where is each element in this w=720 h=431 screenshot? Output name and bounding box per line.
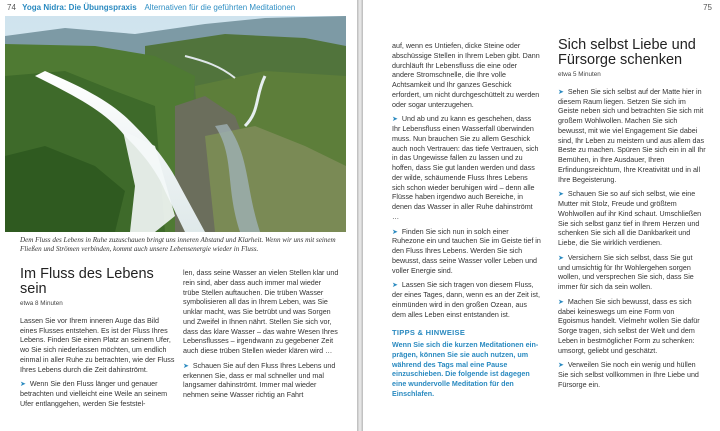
right-col2-text — [558, 88, 706, 391]
paragraph-text: Verweilen Sie noch ein wenig und hüllen Sie sich selbst vollkommen in Ihre Liebe und Fürsorge ein. — [558, 361, 699, 389]
paragraph-text: Sehen Sie sich selbst auf der Matte hier in diesem Raum liegen. Setzen Sie sich im Geiste neben sich und betrachten Sie sich mit großem Wohlwollen. Machen Sie sich bewusst, mit wie viel Engagement Sie dabei sind, Ihr Leben zu meistern und aus allem das Beste zu machen. Spüren Sie sich ein in all Ihr Bemühen, in Ihre Ausdauer, Ihren Erfindungsreichtum, Ihre Kreativität und in all Ihre Begeisterung. — [558, 87, 706, 184]
photo-caption: Dem Fluss des Lebens in Ruhe zuzuschauen bringt uns inneren Abstand und Klarheit. Wenn wir uns mit seinem Fließen und Strömen verbinden, kommt auch unsere Lebensenergie wieder in Fluss. — [20, 236, 336, 254]
left-col1-text — [20, 317, 175, 410]
paragraph — [558, 190, 706, 249]
paragraph-text: Schauen Sie so auf sich selbst, wie eine Mutter mit Stolz, Freude und größtem Wohlwollen auf ihr Kind schaut. Umschließen Sie sich selbst ganz tief in Ihrem Herzen und schenken Sie sich all die Dankbarkeit und Liebe, die Sie wirklich verdienen. — [558, 190, 702, 247]
paragraph — [558, 361, 706, 390]
bullet-arrow-icon: ➤ — [20, 381, 28, 389]
paragraph-text: Schauen Sie auf den Fluss Ihres Lebens und erkennen Sie, dass er mal schneller und mal langsamer dahinströmt. Immer mal wieder nehmen seine Wasser richtig an Fahrt — [183, 361, 336, 399]
paragraph-text: auf, wenn es Untiefen, dicke Steine oder abschüssige Stellen in Ihrem Leben gibt. Dann durchläuft Ihr Lebensfluss die eine oder andere Stromschnelle, die Ihre volle Achtsamkeit und Ihr ganzes Geschick erfordert, um nicht durchgeschüttelt zu werden oder sogar unterzugehen. — [392, 42, 540, 109]
paragraph — [20, 317, 175, 376]
bullet-arrow-icon: ➤ — [558, 298, 566, 306]
paragraph — [392, 281, 541, 320]
right-column-1 — [392, 42, 541, 400]
paragraph — [183, 269, 339, 357]
paragraph — [183, 362, 339, 401]
paragraph-text: len, dass seine Wasser an vielen Stellen klar und rein sind, aber dass auch immer mal wieder trübe Stellen auftauchen. Die trüben Wasser symbolisieren all das in Ihrem Leben, was Sie unklar macht, was Sie betrübt und was Sorgen und Zweifel in Ihnen nährt. Stellen Sie sich vor, dass das klare Wasser – das wahre Wesen Ihres Lebensflusses – irgendwann zu gegebener Zeit auch diese trüben Stellen wieder klären wird … — [183, 269, 339, 355]
left-column-1 — [20, 267, 175, 415]
paragraph-text: Und ab und zu kann es geschehen, dass Ihr Lebensfluss einen Wasserfall überwinden muss. Nun brauchen Sie zu allem Geschick auch noch Vertrauen: das tiefe Vertrauen, sich in das Ungewisse fallen zu lassen und zu hoffen, dass Sie gut landen werden und dass der wilde, schäumende Fluss Ihres Lebens sich schon wieder beruhigen wird – denn alle Flüsse haben irgendwo auch Bereiche, in denen das Wasser in aller Ruhe dahinströmt … — [392, 115, 539, 221]
chapter-title: Alternativen für die geführten Meditationen — [144, 3, 296, 12]
book-title: Yoga Nidra: Die Übungspraxis — [22, 3, 137, 12]
section-title-river: Im Fluss des Lebens sein — [20, 266, 154, 297]
running-head-left — [7, 3, 295, 12]
paragraph — [558, 254, 706, 293]
bullet-arrow-icon: ➤ — [558, 254, 566, 262]
paragraph — [20, 380, 175, 409]
paragraph-text: Versichern Sie sich selbst, dass Sie gut und umsichtig für Ihr Wohlergehen sorgen wollen, und versprechen Sie sich, dass Sie immer für sich da sein wollen. — [558, 253, 694, 291]
left-column-2 — [183, 269, 339, 406]
paragraph-text: Lassen Sie sich tragen von diesem Fluss, der eines Tages, dann, wenn es an der Zeit ist, einmünden wird in den großen Ozean, aus dem alles Leben einst entstanden ist. — [392, 281, 540, 319]
tips-text: Wenn Sie sich die kurzen Meditationen einprägen, können Sie sie auch nutzen, um während des Tags mal eine Pause einzuschieben. Die folgende ist dagegen eine wundervolle Meditation für den Einschlafen. — [392, 341, 539, 398]
bullet-arrow-icon: ➤ — [558, 88, 566, 96]
page-number-right: 75 — [703, 3, 712, 12]
bullet-arrow-icon: ➤ — [558, 191, 566, 199]
paragraph-text: Wenn Sie den Fluss länger und genauer betrachten und vielleicht eine Weile an seinem Ufer entlanggehen, werden Sie feststel- — [20, 380, 168, 408]
paragraph — [392, 228, 541, 277]
tips-heading: TIPPS & HINWEISE — [392, 328, 466, 338]
bullet-arrow-icon: ➤ — [183, 362, 191, 370]
paragraph-text: Machen Sie sich bewusst, dass es sich dabei keineswegs um eine Form von Egoismus handelt. Vielmehr wollen Sie dafür Sorge tragen, sich selbst der Welt und dem Leben in bestmöglicher Form zu schenken: umsorgt, geliebt und geschätzt. — [558, 297, 700, 355]
paragraph-text: Lassen Sie vor Ihrem inneren Auge das Bild eines Flusses entstehen. Es ist der Fluss Ihres Lebens. Finden Sie einen Platz an seinem Ufer, wo Sie sich niederlassen möchten, um endlich einmal in aller Ruhe zu betrachten, wie der Fluss Ihres Lebens durch die Zeit dahinströmt. — [20, 316, 175, 374]
section-duration-river: etwa 8 Minuten — [20, 300, 63, 307]
right-column-2 — [558, 38, 706, 396]
paragraph — [558, 88, 706, 186]
section-title-self-love: Sich selbst Liebe und Fürsorge schenken — [558, 37, 696, 68]
page-number-left: 74 — [7, 3, 16, 12]
bullet-arrow-icon: ➤ — [392, 116, 400, 124]
waterfall-photo — [5, 16, 346, 232]
left-page — [0, 0, 357, 431]
bullet-arrow-icon: ➤ — [558, 362, 566, 370]
right-page — [363, 0, 720, 431]
paragraph — [558, 298, 706, 357]
right-col1-text — [392, 42, 541, 320]
waterfall-landscape-image — [5, 16, 346, 232]
paragraph — [392, 115, 541, 222]
paragraph — [392, 42, 541, 110]
left-col2-text — [183, 269, 339, 401]
section-duration-self-love: etwa 5 Minuten — [558, 71, 601, 78]
bullet-arrow-icon: ➤ — [392, 282, 400, 290]
paragraph-text: Finden Sie sich nun in solch einer Ruhezone ein und tauchen Sie im Geiste tief in den Fluss Ihres Lebens. Werden Sie sich bewusst, dass seine Wasser voller Leben und voller Energie sind. — [392, 227, 541, 275]
bullet-arrow-icon: ➤ — [392, 228, 400, 236]
